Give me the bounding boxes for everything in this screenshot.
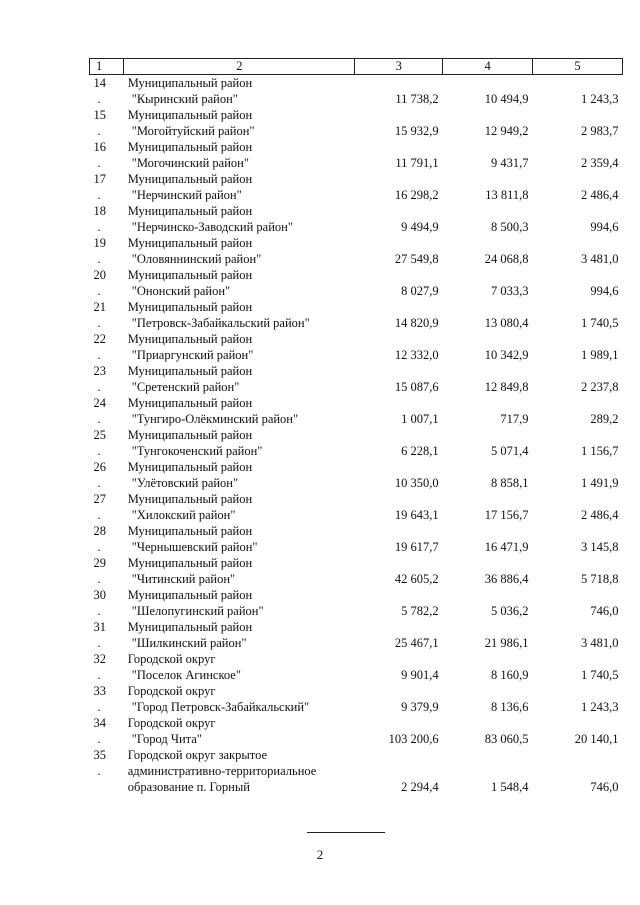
row-dot: . [97, 188, 101, 202]
row-entity-name: "Шилкинский район" [131, 636, 247, 650]
row-dot: . [97, 92, 101, 106]
row-entity-name: "Шелопугинский район" [131, 604, 264, 618]
row-number-cell [90, 619, 124, 651]
row-number-cell [90, 363, 124, 395]
row-dot: . [97, 284, 101, 298]
table-row [90, 459, 623, 491]
row-value-col-4: 10 342,9 [484, 348, 529, 362]
table-row [90, 395, 623, 427]
row-name-cell [124, 619, 355, 651]
header-col-1: 1 [90, 59, 124, 75]
table-row [90, 683, 623, 715]
row-value-col-4: 5 036,2 [491, 604, 529, 618]
table-row [90, 235, 623, 267]
row-value-col-4: 10 494,9 [484, 92, 529, 106]
table-row [90, 619, 623, 651]
row-entity-name: "Улётовский район" [131, 476, 239, 490]
row-name-cell [124, 587, 355, 619]
table-row [90, 203, 623, 235]
row-dot: . [97, 700, 101, 714]
row-dot: . [97, 508, 101, 522]
row-value-col-5: 1 156,7 [581, 444, 619, 458]
row-entity-type: Городской округ [127, 652, 216, 666]
budget-table [89, 58, 623, 795]
row-value-col-5: 1 243,3 [581, 700, 619, 714]
row-dot: . [97, 540, 101, 554]
row-value-col-3: 42 605,2 [394, 572, 439, 586]
row-entity-type: Муниципальный район [127, 556, 253, 570]
row-number: 26 [93, 460, 106, 474]
row-number-cell [90, 203, 124, 235]
row-entity-type: Муниципальный район [127, 364, 253, 378]
row-value-col-3: 103 200,6 [388, 732, 439, 746]
row-entity-name: "Оловяннинский район" [131, 252, 262, 266]
row-value-col-5: 289,2 [590, 412, 619, 426]
row-value-col-3: 15 932,9 [394, 124, 439, 138]
row-number-cell [90, 395, 124, 427]
table-header-row [90, 59, 623, 75]
row-dot: . [97, 220, 101, 234]
table-row [90, 747, 623, 795]
row-dot: . [97, 732, 101, 746]
row-number-cell [90, 587, 124, 619]
row-value-col-5: 746,0 [590, 604, 619, 618]
row-dot: . [97, 412, 101, 426]
row-value-col-5: 2 237,8 [581, 380, 619, 394]
row-entity-type: Муниципальный район [127, 620, 253, 634]
row-entity-type: Муниципальный район [127, 108, 253, 122]
row-name-cell [124, 555, 355, 587]
row-number-cell [90, 427, 124, 459]
row-number-cell [90, 459, 124, 491]
row-dot: . [97, 764, 101, 778]
row-value-col-4: 13 811,8 [485, 188, 529, 202]
row-name-cell [124, 139, 355, 171]
row-value-col-4: 717,9 [500, 412, 529, 426]
table-row [90, 139, 623, 171]
row-value-col-3: 9 379,9 [401, 700, 439, 714]
row-name-cell [124, 395, 355, 427]
row-value-col-5: 994,6 [590, 284, 619, 298]
row-entity-type: Городской округ закрытое [127, 748, 268, 762]
row-entity-name-line-2: административно-территориальное [127, 764, 317, 778]
row-entity-type: Муниципальный район [127, 492, 253, 506]
row-entity-type: Муниципальный район [127, 524, 253, 538]
row-name-cell [124, 171, 355, 203]
row-value-col-3: 9 494,9 [401, 220, 439, 234]
row-value-col-4: 12 949,2 [484, 124, 529, 138]
row-value-col-4: 5 071,4 [491, 444, 529, 458]
row-name-cell [124, 299, 355, 331]
row-number-cell [90, 235, 124, 267]
table-row [90, 267, 623, 299]
row-dot: . [97, 124, 101, 138]
row-number: 31 [93, 620, 106, 634]
row-value-col-4: 13 080,4 [484, 316, 529, 330]
row-value-col-3: 19 643,1 [394, 508, 439, 522]
row-dot: . [97, 252, 101, 266]
row-value-col-3: 8 027,9 [401, 284, 439, 298]
row-entity-type: Муниципальный район [127, 140, 253, 154]
row-dot: . [97, 348, 101, 362]
row-value-col-5: 746,0 [590, 780, 619, 794]
row-name-cell [124, 683, 355, 715]
table-row [90, 363, 623, 395]
row-value-col-4: 9 431,7 [491, 156, 529, 170]
row-value-col-5: 2 359,4 [581, 156, 619, 170]
row-dot: . [97, 636, 101, 650]
footer-divider [307, 832, 385, 833]
row-number-cell [90, 171, 124, 203]
row-value-col-5: 3 481,0 [581, 636, 619, 650]
row-name-cell [124, 75, 355, 108]
row-dot: . [97, 476, 101, 490]
row-entity-name: "Нерчинско-Заводский район" [131, 220, 293, 234]
row-number: 28 [93, 524, 106, 538]
row-dot: . [97, 604, 101, 618]
table-row [90, 331, 623, 363]
row-value-col-5: 2 486,4 [581, 188, 619, 202]
row-name-cell [124, 459, 355, 491]
table-row [90, 555, 623, 587]
row-value-col-3: 5 782,2 [401, 604, 439, 618]
row-entity-name: "Город Чита" [131, 732, 202, 746]
table-row [90, 75, 623, 108]
row-number-cell [90, 299, 124, 331]
row-number: 35 [93, 748, 106, 762]
row-number-cell [90, 75, 124, 108]
row-value-col-3: 6 228,1 [401, 444, 439, 458]
row-value-col-3: 15 087,6 [394, 380, 439, 394]
table-row [90, 523, 623, 555]
row-value-col-5: 3 145,8 [581, 540, 619, 554]
row-entity-type: Муниципальный район [127, 428, 253, 442]
table-row [90, 587, 623, 619]
row-entity-name: "Чернышевский район" [131, 540, 258, 554]
row-value-col-3: 2 294,4 [401, 780, 439, 794]
table-row [90, 299, 623, 331]
row-number: 22 [93, 332, 106, 346]
row-name-cell [124, 651, 355, 683]
row-number-cell [90, 267, 124, 299]
row-number: 24 [93, 396, 106, 410]
row-entity-type: Муниципальный район [127, 172, 253, 186]
row-value-col-4: 12 849,8 [484, 380, 529, 394]
row-number: 18 [93, 204, 106, 218]
row-value-col-4: 17 156,7 [484, 508, 529, 522]
row-value-col-4: 1 548,4 [491, 780, 529, 794]
row-number-cell [90, 683, 124, 715]
row-number-cell [90, 139, 124, 171]
row-number: 29 [93, 556, 106, 570]
row-value-col-3: 25 467,1 [394, 636, 439, 650]
row-value-col-4: 8 160,9 [491, 668, 529, 682]
row-entity-name: "Город Петровск-Забайкальский" [131, 700, 310, 714]
row-value-col-3: 16 298,2 [394, 188, 439, 202]
row-dot: . [97, 156, 101, 170]
row-value-col-5: 1 740,5 [581, 668, 619, 682]
row-entity-name: "Поселок Агинское" [131, 668, 241, 682]
row-number: 23 [93, 364, 106, 378]
row-dot: . [97, 380, 101, 394]
row-number: 32 [93, 652, 106, 666]
row-number: 16 [93, 140, 106, 154]
row-number-cell [90, 331, 124, 363]
row-entity-type: Муниципальный район [127, 76, 253, 90]
row-entity-name: "Приаргунский район" [131, 348, 254, 362]
row-dot: . [97, 444, 101, 458]
row-name-cell [124, 491, 355, 523]
row-value-col-4: 8 136,6 [491, 700, 529, 714]
row-number: 33 [93, 684, 106, 698]
row-value-col-4: 24 068,8 [484, 252, 529, 266]
row-value-col-5: 1 740,5 [581, 316, 619, 330]
row-entity-name: "Читинский район" [131, 572, 236, 586]
row-value-col-5: 20 140,1 [574, 732, 619, 746]
row-value-col-5: 3 481,0 [581, 252, 619, 266]
row-entity-type: Городской округ [127, 684, 216, 698]
row-value-col-3: 19 617,7 [394, 540, 439, 554]
header-col-5: 5 [533, 59, 623, 75]
row-entity-type: Муниципальный район [127, 300, 253, 314]
row-value-col-5: 2 486,4 [581, 508, 619, 522]
row-value-col-4: 83 060,5 [484, 732, 529, 746]
row-name-cell [124, 523, 355, 555]
row-name-cell [124, 331, 355, 363]
row-entity-type: Муниципальный район [127, 588, 253, 602]
row-name-cell [124, 747, 355, 795]
row-number: 17 [93, 172, 106, 186]
row-number-cell [90, 555, 124, 587]
row-entity-type: Муниципальный район [127, 396, 253, 410]
row-dot: . [97, 668, 101, 682]
header-col-3: 3 [355, 59, 443, 75]
row-entity-name: "Хилокский район" [131, 508, 236, 522]
row-name-cell [124, 107, 355, 139]
row-value-col-5: 2 983,7 [581, 124, 619, 138]
row-entity-name: "Сретенский район" [131, 380, 240, 394]
page-number: 2 [316, 847, 324, 862]
row-value-col-3: 11 738,2 [395, 92, 439, 106]
row-entity-name: "Кыринский район" [131, 92, 238, 106]
row-number: 21 [93, 300, 106, 314]
row-entity-name: "Могойтуйский район" [131, 124, 255, 138]
row-value-col-3: 27 549,8 [394, 252, 439, 266]
row-entity-type: Городской округ [127, 716, 216, 730]
row-number: 20 [93, 268, 106, 282]
row-value-col-4: 16 471,9 [484, 540, 529, 554]
row-name-cell [124, 267, 355, 299]
row-number-cell [90, 715, 124, 747]
row-value-col-3: 1 007,1 [401, 412, 439, 426]
row-name-cell [124, 427, 355, 459]
row-entity-type: Муниципальный район [127, 236, 253, 250]
row-entity-name: "Могочинский район" [131, 156, 249, 170]
row-number: 34 [93, 716, 106, 730]
row-value-col-4: 21 986,1 [484, 636, 529, 650]
row-entity-type: Муниципальный район [127, 460, 253, 474]
row-value-col-5: 5 718,8 [581, 572, 619, 586]
table-row [90, 107, 623, 139]
table-row [90, 651, 623, 683]
row-value-col-5: 1 491,9 [581, 476, 619, 490]
header-col-2: 2 [124, 59, 355, 75]
row-entity-type: Муниципальный район [127, 204, 253, 218]
row-entity-name: "Тунгиро-Олёкминский район" [131, 412, 299, 426]
row-value-col-4: 36 886,4 [484, 572, 529, 586]
row-value-col-5: 1 989,1 [581, 348, 619, 362]
row-value-col-5: 1 243,3 [581, 92, 619, 106]
row-value-col-3: 12 332,0 [394, 348, 439, 362]
row-number: 27 [93, 492, 106, 506]
row-value-col-4: 7 033,3 [491, 284, 529, 298]
table-body [90, 59, 623, 796]
row-number-cell [90, 107, 124, 139]
row-entity-type: Муниципальный район [127, 268, 253, 282]
row-value-col-3: 11 791,1 [395, 156, 439, 170]
row-number: 30 [93, 588, 106, 602]
row-dot: . [97, 316, 101, 330]
row-entity-type: Муниципальный район [127, 332, 253, 346]
row-number: 14 [93, 76, 106, 90]
table-row [90, 491, 623, 523]
table-row [90, 171, 623, 203]
row-value-col-3: 9 901,4 [401, 668, 439, 682]
row-value-col-4: 8 858,1 [491, 476, 529, 490]
row-name-cell [124, 715, 355, 747]
table-row [90, 427, 623, 459]
row-entity-name: "Нерчинский район" [131, 188, 242, 202]
row-value-col-4: 8 500,3 [491, 220, 529, 234]
row-entity-name: "Петровск-Забайкальский район" [131, 316, 310, 330]
row-value-col-5: 994,6 [590, 220, 619, 234]
row-number: 19 [93, 236, 106, 250]
row-value-col-3: 10 350,0 [394, 476, 439, 490]
row-number-cell [90, 491, 124, 523]
header-col-4: 4 [443, 59, 533, 75]
table-row [90, 715, 623, 747]
row-entity-name-line-3: образование п. Горный [127, 780, 250, 794]
row-name-cell [124, 363, 355, 395]
row-entity-name: "Ононский район" [131, 284, 231, 298]
row-dot: . [97, 572, 101, 586]
row-number-cell [90, 747, 124, 795]
row-name-cell [124, 203, 355, 235]
row-name-cell [124, 235, 355, 267]
row-value-col-3: 14 820,9 [394, 316, 439, 330]
row-number-cell [90, 651, 124, 683]
row-number-cell [90, 523, 124, 555]
row-number: 15 [93, 108, 106, 122]
row-number: 25 [93, 428, 106, 442]
row-entity-name: "Тунгокоченский район" [131, 444, 263, 458]
